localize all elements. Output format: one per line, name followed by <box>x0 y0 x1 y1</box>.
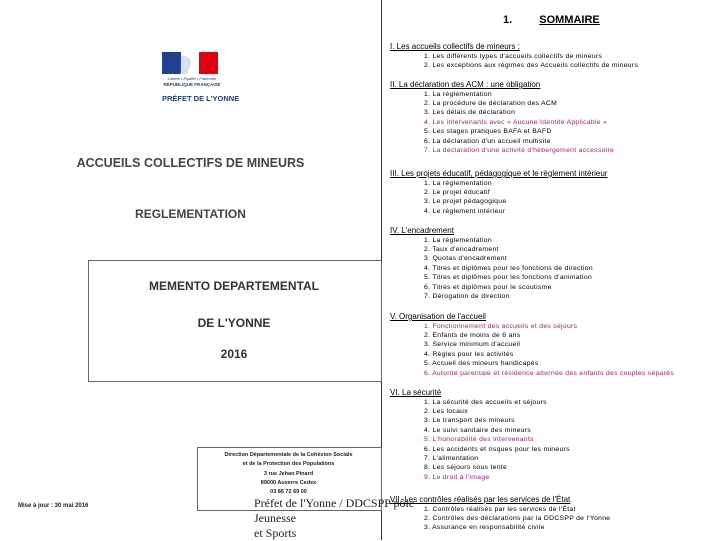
marianne-icon <box>172 54 202 76</box>
toc-item[interactable]: 9. Le droit à l'image <box>424 473 490 481</box>
toc-section-title[interactable]: VII. Les contrôles réalisés par les services de l'État <box>390 495 571 504</box>
prefecture-name: PRÉFET DE L'YONNE <box>162 94 240 103</box>
memento-year: 2016 <box>220 347 248 361</box>
toc-item[interactable]: 6. Titres et diplômes pour le scoutisme <box>424 283 552 291</box>
toc-item[interactable]: 1. La réglementation <box>424 236 492 244</box>
republic-motto: Liberté • Égalité • Fraternité <box>167 76 217 81</box>
toc-item[interactable]: 2. Le projet éducatif <box>424 188 491 196</box>
toc-section <box>390 388 570 482</box>
toc-item[interactable]: 4. Titres et diplômes pour les fonctions de direction <box>424 264 593 272</box>
address-line: Direction Départementale de la Cohésion Sociale <box>224 452 353 458</box>
toc-item[interactable]: 1. La réglementation <box>424 90 492 98</box>
footer-line: Préfet de l'Yonne / DDCSPP pôle Jeunesse <box>254 496 415 525</box>
toc-item[interactable]: 2. Enfants de moins de 6 ans <box>424 331 521 339</box>
toc-title: SOMMAIRE <box>539 14 600 26</box>
toc-item[interactable]: 1. Fonctionnement des accueils et des séjours <box>424 322 578 330</box>
toc-item[interactable]: 2. La procédure de déclaration des ACM <box>424 99 558 107</box>
address-line: 89000 Auxerre Cedex <box>260 480 317 486</box>
toc-item[interactable]: 1. La réglementation <box>424 179 492 187</box>
toc-item[interactable]: 2. Les locaux <box>424 407 468 415</box>
toc-item[interactable]: 5. Les stages pratiques BAFA et BAFD <box>424 128 552 136</box>
toc-item[interactable]: 3. Quotas d'encadrement <box>424 255 508 263</box>
toc-item[interactable]: 3. Assurance en responsabilité civile <box>424 524 545 532</box>
toc-item[interactable]: 7. L'alimentation <box>424 454 479 462</box>
toc-section <box>390 495 610 533</box>
toc-item[interactable]: 2. Les exceptions aux régimes des Accueils collectifs de mineurs <box>424 61 639 69</box>
toc-item[interactable]: 3. Le transport des mineurs <box>424 417 515 425</box>
toc-item[interactable]: 1. Contrôles réalisés par les services de l'État <box>424 505 576 513</box>
flag-red-band <box>199 52 218 74</box>
memento-department: DE L'YONNE <box>197 316 271 330</box>
toc-item[interactable]: 5. Accueil des mineurs handicapés <box>424 360 539 368</box>
toc-item[interactable]: 5. Titres et diplômes pour les fonctions d'animation <box>424 274 593 282</box>
toc-item[interactable]: 4. Règles pour les activités <box>424 350 514 358</box>
toc-section <box>390 312 674 378</box>
toc-item[interactable]: 2. Contrôles des déclarations par la DDCSPP de l'Yonne <box>424 514 611 522</box>
toc-section <box>390 226 593 301</box>
toc-item[interactable]: 4. Le suivi sanitaire des mineurs <box>424 426 531 434</box>
toc-section-title[interactable]: I. Les accueils collectifs de mineurs : <box>390 42 520 51</box>
toc-item[interactable]: 2. Taux d'encadrement <box>424 245 499 253</box>
toc-section <box>390 80 614 155</box>
toc-item[interactable]: 5. L'honorabilité des intervenants <box>424 436 534 444</box>
toc-item[interactable]: 1. La sécurité des accueils et séjours <box>424 398 547 406</box>
toc-item[interactable]: 8. Les séjours sous tente <box>424 464 508 472</box>
toc-item-list <box>390 322 674 378</box>
memento-title: MEMENTO DEPARTEMENTAL <box>149 279 319 293</box>
toc-item-list <box>390 90 614 156</box>
toc-item[interactable]: 4. Le règlement intérieur <box>424 207 506 215</box>
cover-title: ACCUEILS COLLECTIFS DE MINEURS <box>76 156 305 170</box>
toc-item[interactable]: 6. La déclaration d'un accueil multisite <box>424 137 551 145</box>
address-line: et de la Protection des Populations <box>242 461 335 467</box>
toc-item[interactable]: 4. Les intervenants avec « Aucune Identité Applicable » <box>424 118 608 126</box>
toc-number: 1. <box>503 14 513 26</box>
toc-section-title[interactable]: IV. L'encadrement <box>390 226 454 235</box>
address-phone: 03 86 72 69 00 <box>270 489 307 495</box>
toc-item[interactable]: 3. Le projet pédagogique <box>424 198 507 206</box>
toc-item-list <box>390 505 610 533</box>
toc-item[interactable]: 3. Service minimum d'accueil <box>424 341 521 349</box>
toc-heading <box>503 14 600 26</box>
toc-item[interactable]: 6. Autorité parentale et résidence alternée des enfants des couples séparés <box>424 369 674 377</box>
address-line: 3 rue Jehan Pinard <box>263 471 314 477</box>
republic-name: RÉPUBLIQUE FRANÇAISE <box>163 82 221 87</box>
toc-item[interactable]: 3. Les délais de déclaration <box>424 109 516 117</box>
toc-section-title[interactable]: III. Les projets éducatif, pédagogique et le règlement intérieur <box>390 169 608 178</box>
toc-section <box>390 42 638 70</box>
cover-subtitle: REGLEMENTATION <box>135 207 246 221</box>
toc-item[interactable]: 6. Les accidents et risques pour les mineurs <box>424 445 570 453</box>
toc-item-list <box>390 52 638 71</box>
toc-item-list <box>390 179 607 217</box>
toc-item-list <box>390 398 570 483</box>
footer-line: et Sports <box>254 526 297 540</box>
toc-item[interactable]: 7. Dérogation de direction <box>424 292 510 300</box>
toc-section-title[interactable]: VI. La sécurité <box>390 388 442 397</box>
toc-section-title[interactable]: II. La déclaration des ACM : une obligation <box>390 80 541 89</box>
toc-section <box>390 169 607 216</box>
toc-item-list <box>390 236 593 302</box>
update-date: Mise à jour : 30 mai 2016 <box>18 503 89 509</box>
toc-item[interactable]: 7. La déclaration d'une activité d'hébergement accessoire <box>424 146 615 154</box>
toc-item[interactable]: 1. Les différents types d'accueils collectifs de mineurs <box>424 52 603 60</box>
toc-section-title[interactable]: V. Organisation de l'accueil <box>390 312 486 321</box>
